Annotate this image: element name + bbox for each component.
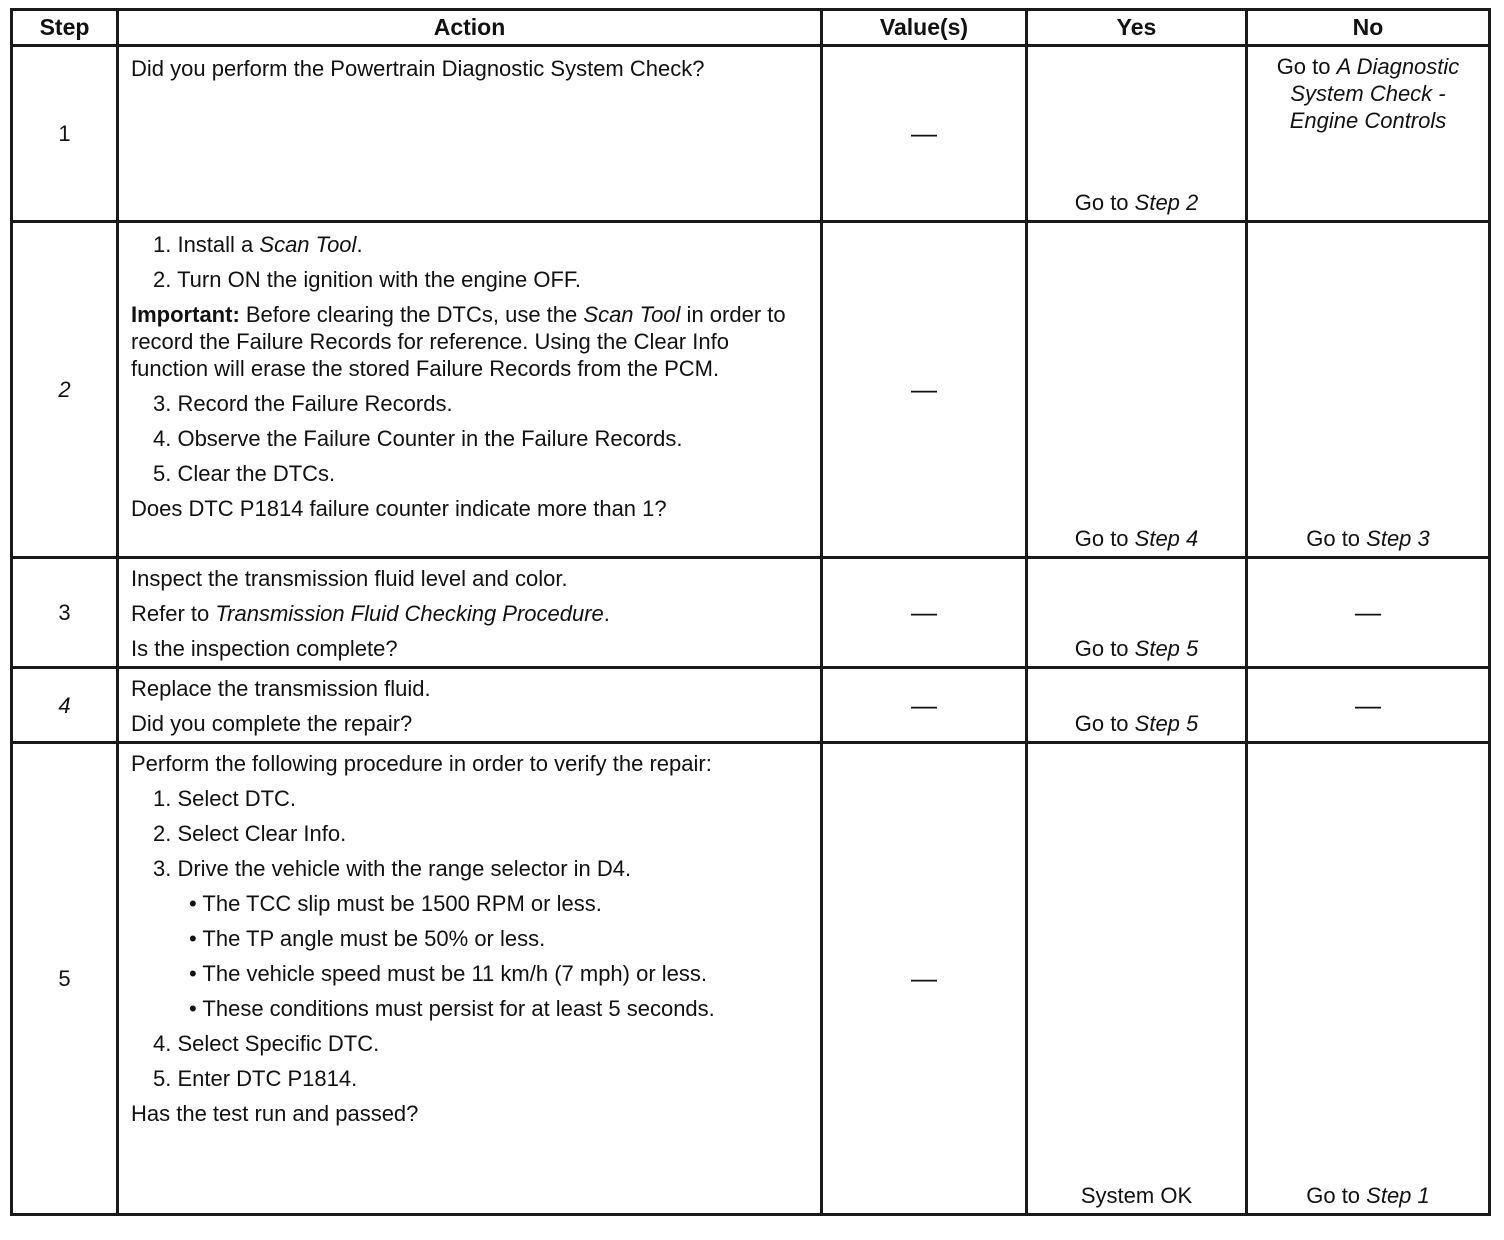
action-intro: Perform the following procedure in order to verify the repair: [131,751,712,776]
no-cell [1247,222,1490,558]
step-number: 4 [12,668,118,743]
action-bullet: • The vehicle speed must be 11 km/h (7 mph) or less. [189,961,708,986]
action-question: Does DTC P1814 failure counter indicate more than 1? [131,496,667,521]
table-row [12,46,1490,222]
action-list-item: 5. Clear the DTCs. [153,461,336,486]
action-cell [118,743,822,1215]
action-list-item: 5. Enter DTC P1814. [153,1066,358,1091]
table-row [12,668,1490,743]
action-list-item: 4. Select Specific DTC. [153,1031,380,1056]
yes-cell [1027,46,1247,222]
action-list-item: 3. Record the Failure Records. [153,391,453,416]
header-action: Action [118,10,822,46]
no-step-link[interactable]: Step 1 [1366,1183,1430,1208]
no-cell [1247,46,1490,222]
yes-cell [1027,668,1247,743]
action-question: Did you complete the repair? [131,711,413,736]
action-cell [118,558,822,668]
important-note: Important: Before clearing the DTCs, use the Scan Tool in order to record the Failure Records for reference. Using the Clear Info function will erase the stored Failure Records from the PCM. [131,302,786,381]
value-cell: — [822,668,1027,743]
header-row [12,10,1490,46]
yes-step-link[interactable]: Step 5 [1134,711,1199,736]
yes-step-link[interactable]: Step 2 [1134,190,1199,215]
table-row [12,743,1490,1215]
action-list-item: 1. Install a Scan Tool. [153,232,363,257]
no-step-link[interactable]: A Diagnostic System Check - Engine Controls [1289,54,1460,133]
action-question: Is the inspection complete? [131,636,398,661]
yes-text: Go to [1074,526,1135,551]
yes-step-link[interactable]: Step 4 [1134,526,1199,551]
no-step-link[interactable]: Step 3 [1366,526,1430,551]
no-cell [1247,743,1490,1215]
header-values: Value(s) [822,10,1027,46]
header-yes: Yes [1027,10,1247,46]
table-row [12,222,1490,558]
action-reference: Refer to Transmission Fluid Checking Procedure. [131,601,610,626]
yes-text: Go to [1074,190,1135,215]
step-number: 2 [12,222,118,558]
action-line: Replace the transmission fluid. [131,676,431,701]
no-text: Go to [1306,526,1367,551]
value-cell: — [822,558,1027,668]
yes-step-link[interactable]: Step 5 [1134,636,1199,661]
no-cell: — [1247,668,1490,743]
step-number: 3 [12,558,118,668]
no-text: Go to [1276,54,1337,79]
diagnostic-table [10,8,1491,1216]
action-list-item: 2. Select Clear Info. [153,821,347,846]
table-row [12,558,1490,668]
action-cell [118,668,822,743]
value-cell: — [822,222,1027,558]
action-question: Has the test run and passed? [131,1101,419,1126]
header-no: No [1247,10,1490,46]
yes-text: Go to [1074,711,1135,736]
action-list-item: 4. Observe the Failure Counter in the Failure Records. [153,426,683,451]
action-bullet: • The TCC slip must be 1500 RPM or less. [189,891,602,916]
step-number: 1 [12,46,118,222]
yes-cell [1027,222,1247,558]
action-question: Did you perform the Powertrain Diagnostic System Check? [131,56,705,81]
yes-text: Go to [1074,636,1135,661]
action-line: Inspect the transmission fluid level and color. [131,566,568,591]
no-text: Go to [1306,1183,1367,1208]
step-number: 5 [12,743,118,1215]
action-list-item: 3. Drive the vehicle with the range selector in D4. [153,856,632,881]
action-bullet: • These conditions must persist for at least 5 seconds. [189,996,715,1021]
yes-cell [1027,558,1247,668]
value-cell: — [822,46,1027,222]
value-cell: — [822,743,1027,1215]
action-list-item: 2. Turn ON the ignition with the engine OFF. [153,267,582,292]
yes-cell: System OK [1027,743,1247,1215]
action-list-item: 1. Select DTC. [153,786,297,811]
action-cell [118,46,822,222]
action-bullet: • The TP angle must be 50% or less. [189,926,546,951]
header-step: Step [12,10,118,46]
no-cell: — [1247,558,1490,668]
action-cell [118,222,822,558]
